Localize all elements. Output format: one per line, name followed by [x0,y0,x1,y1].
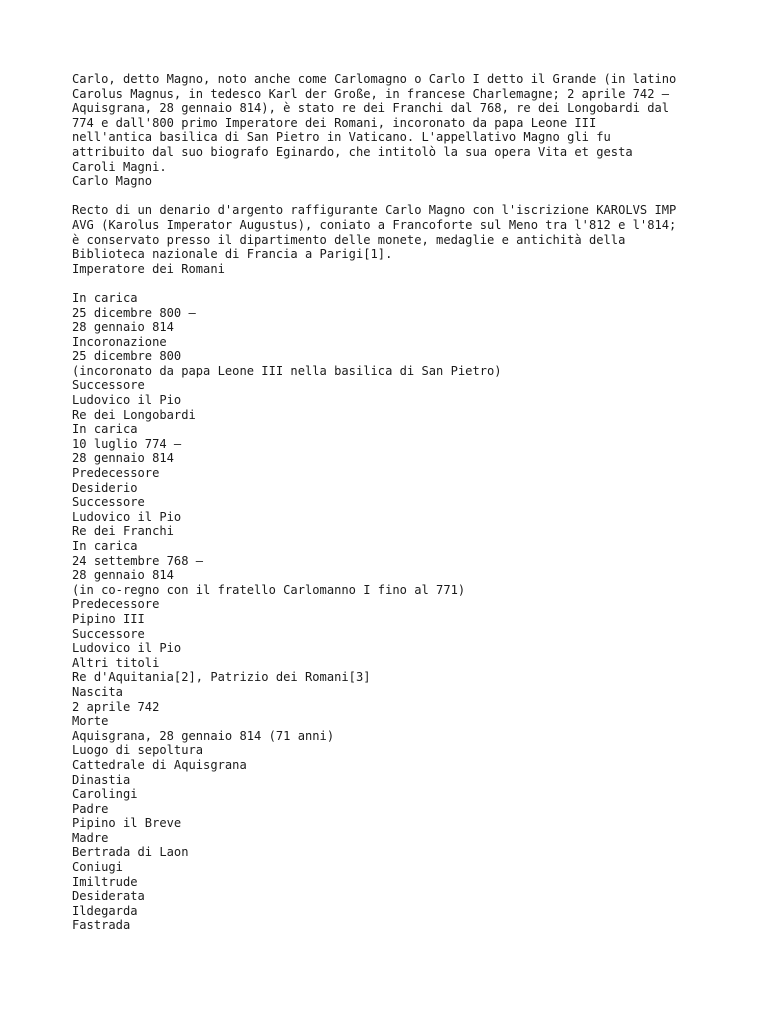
text-line: Pipino III [72,611,145,626]
text-line: Predecessore [72,466,160,481]
text-line: Fastrada [72,918,131,933]
text-line: Re dei Longobardi [72,407,196,422]
text-line: Re dei Franchi [72,524,174,539]
text-line: 28 gennaio 814 [72,320,174,335]
text-line: Carlo, detto Magno, noto anche come Carlomagno o Carlo I detto il Grande (in latino [72,72,677,86]
text-line: In carica [72,539,138,553]
text-line: Aquisgrana, 28 gennaio 814), è stato re dei Franchi dal 768, re dei Longobardi dal [72,101,670,116]
text-line: Coniugi [72,860,123,875]
text-line: Madre [72,830,109,845]
text-line: Ildegarda [72,903,138,918]
text-line: 28 gennaio 814 [72,451,174,466]
text-line: nell'antica basilica di San Pietro in Vaticano. L'appellativo Magno gli fu [72,130,611,145]
text-line: Luogo di sepoltura [72,743,204,758]
text-line: Cattedrale di Aquisgrana [72,757,247,772]
text-line: Imiltrude [72,874,138,889]
text-line: In carica [72,290,138,305]
text-line: Imperatore dei Romani [72,261,225,276]
text-line: Bertrada di Laon [72,845,189,860]
text-line: 774 e dall'800 primo Imperatore dei Romani, incoronato da papa Leone III [72,115,597,130]
text-line: è conservato presso il dipartimento delle monete, medaglie e antichità della [72,232,626,247]
text-line: Desiderata [72,889,145,904]
text-line: Ludovico il Pio [72,509,182,524]
text-line: Caroli Magni. [72,159,167,174]
text-line: Aquisgrana, 28 gennaio 814 (71 anni) [72,728,335,743]
text-line: In carica [72,422,138,437]
blank-line [72,189,712,204]
image-caption-paragraph [72,203,712,276]
text-line: Carolus Magnus, in tedesco Karl der Große, in francese Charlemagne; 2 aprile 742 – [72,86,670,101]
text-line: Biblioteca nazionale di Francia a Parigi[1]. [72,247,393,262]
text-line: 28 gennaio 814 [72,568,174,583]
text-line: Morte [72,714,109,729]
text-line: 10 luglio 774 – [72,436,182,451]
text-line: Nascita [72,684,123,699]
document-page [72,72,712,933]
text-line: 24 settembre 768 – [72,553,204,568]
text-line: Ludovico il Pio [72,641,182,656]
text-line: Carolingi [72,787,138,802]
text-line: attribuito dal suo biografo Eginardo, che intitolò la sua opera Vita et gesta [72,144,633,159]
intro-paragraph [72,72,712,189]
text-line: (incoronato da papa Leone III nella basilica di San Pietro) [72,363,502,378]
text-line: Successore [72,378,145,393]
text-line: Altri titoli [72,655,160,670]
text-line: 2 aprile 742 [72,699,160,714]
text-line: Dinastia [72,772,131,787]
text-line: Pipino il Breve [72,816,182,831]
text-line: AVG (Karolus Imperator Augustus), coniato a Francoforte sul Meno tra l'812 e l'814; [72,217,677,232]
text-line: Recto di un denario d'argento raffigurante Carlo Magno con l'iscrizione KAROLVS IMP [72,203,677,218]
text-line: Successore [72,495,145,510]
blank-line [72,276,712,291]
text-line: Padre [72,801,109,816]
text-line: 25 dicembre 800 – [72,305,196,320]
text-line: Predecessore [72,597,160,612]
text-line: 25 dicembre 800 [72,349,182,364]
text-line: Successore [72,626,145,641]
text-line: Desiderio [72,480,138,495]
text-line: Incoronazione [72,334,167,349]
text-line: (in co-regno con il fratello Carlomanno I fino al 771) [72,582,466,597]
text-line: Re d'Aquitania[2], Patrizio dei Romani[3] [72,670,371,685]
text-line: Ludovico il Pio [72,393,182,408]
infobox-list [72,291,712,933]
text-line: Carlo Magno [72,174,153,189]
